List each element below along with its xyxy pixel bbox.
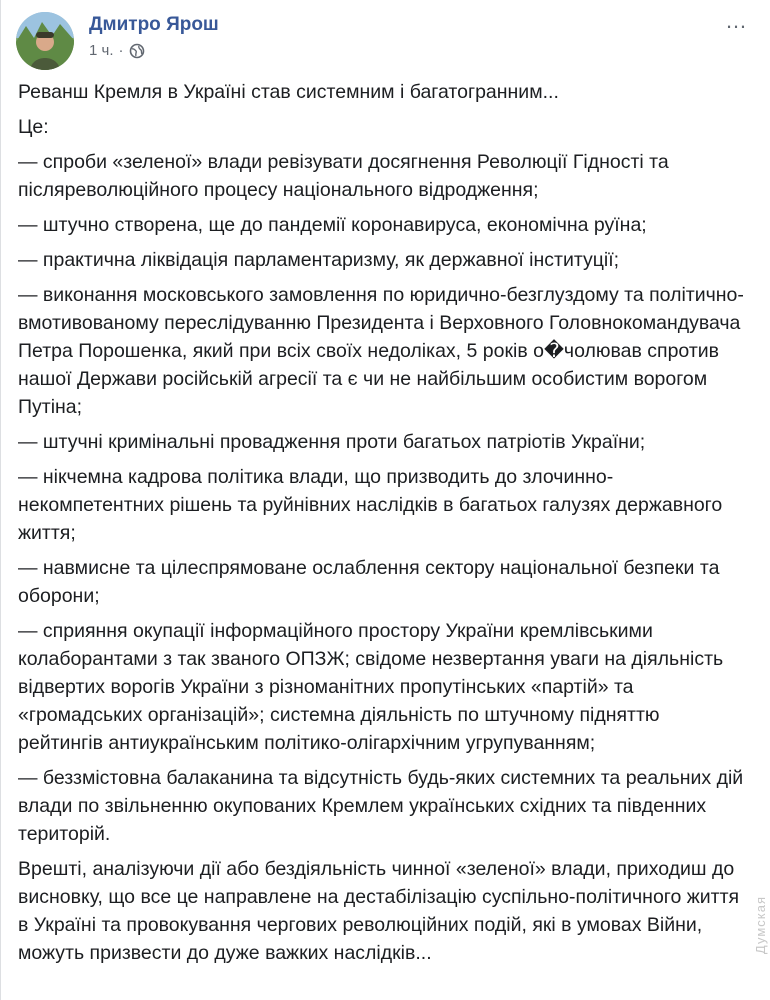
post-meta: [89, 42, 145, 59]
author-avatar[interactable]: [16, 12, 74, 70]
post-paragraph: — практична ліквідація парламентаризму, як державної інституції;: [18, 249, 620, 271]
post-paragraph: — навмисне та цілеспрямоване ослаблення сектору національної безпеки та оборони;: [18, 557, 720, 607]
meta-separator: ·: [118, 42, 124, 59]
post-paragraph: Реванш Кремля в Україні став системним і багатогранним...: [18, 81, 559, 103]
post-paragraph: — виконання московського замовлення по юридично-безглуздому та політично-вмотивованому переслідуванню Президента і Верховного Головнокомандувача Петра Порошенка, який при всіх своїх недоліках, 5 років о�чолював спротив нашої Держави російській агресії та є чи не найбільшим особистим ворогом Путіна;: [18, 284, 744, 418]
post-paragraph: — спроби «зеленої» влади ревізувати досягнення Революції Гідності та післяреволюційного процесу національного відродження;: [18, 151, 669, 201]
author-name[interactable]: Дмитро Ярош: [89, 14, 219, 35]
post-timestamp[interactable]: 1 ч.: [89, 42, 114, 59]
post-header: [16, 8, 756, 70]
more-options-icon[interactable]: …: [725, 8, 748, 33]
post-paragraph: Це:: [18, 116, 49, 138]
post-paragraph: — нікчемна кадрова політика влади, що призводить до злочинно-некомпетентних рішень та руйнівних наслідків в багатьох галузях державного життя;: [18, 466, 723, 544]
avatar-photo-icon: [16, 12, 74, 70]
post-paragraph: — сприяння окупації інформаційного простору України кремлівськими колаборантами з так званого ОПЗЖ; свідоме незвертання уваги на діяльність відвертих ворогів України з різноманітних пропутінських «партій» та «громадських організацій»; системна діяльність по штучному підняттю рейтингів антиукраїнським політико-олігархічним угрупуванням;: [18, 620, 724, 754]
post-paragraph: Врешті, аналізуючи дії або бездіяльність чинної «зеленої» влади, приходиш до висновку, що все це направлене на дестабілізацію суспільно-політичного життя в Україні та провокування чергових революційних подій, які в умовах Війни, можуть призвести до дуже важких наслідків...: [18, 858, 740, 964]
post-paragraph: — штучні кримінальні провадження проти багатьох патріотів України;: [18, 431, 646, 453]
watermark-logo: Думская: [753, 896, 768, 955]
globe-icon[interactable]: [129, 43, 145, 59]
post-paragraph: — беззмістовна балаканина та відсутність будь-яких системних та реальних дій влади по звільненню окупованих Кремлем українських східних та південних територій.: [18, 767, 744, 845]
post-body: [18, 78, 748, 974]
post-paragraph: — штучно створена, ще до пандемії коронавируса, економічна руїна;: [18, 214, 647, 236]
